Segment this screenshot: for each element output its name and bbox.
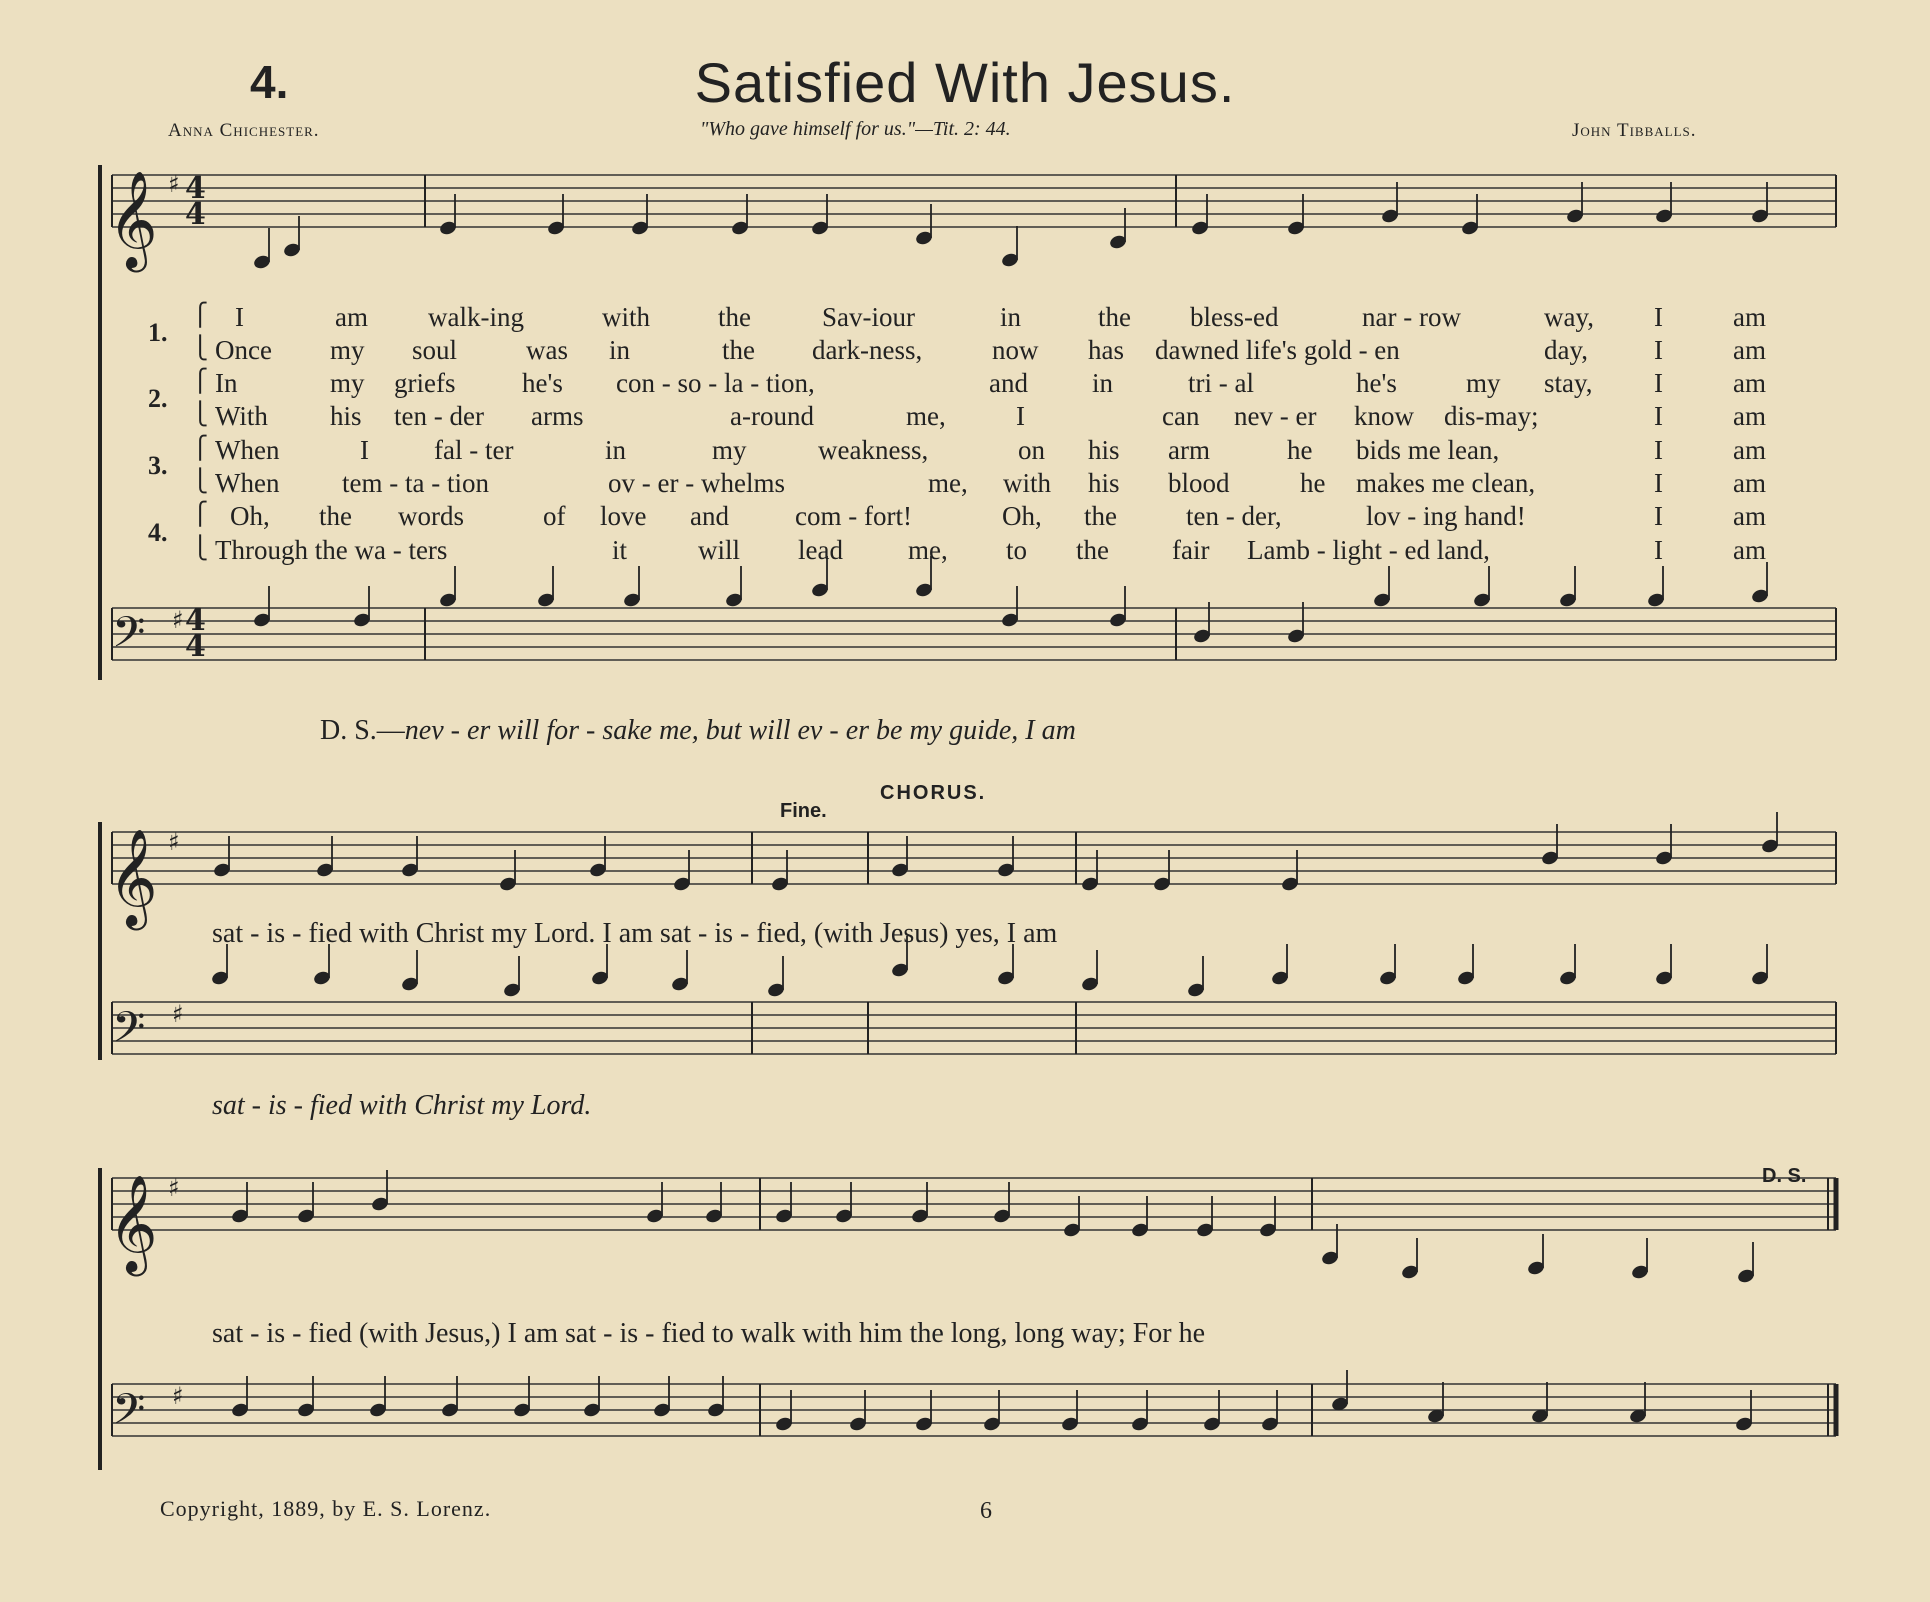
verse-word: to xyxy=(1006,535,1028,565)
verse-word: know xyxy=(1354,401,1414,431)
scripture-reference: "Who gave himself for us."—Tit. 2: 44. xyxy=(700,118,1011,140)
brace-icon: ⎩ xyxy=(192,401,209,426)
verse-word: I xyxy=(1654,535,1663,565)
fine-marking: Fine. xyxy=(780,800,827,822)
verse-word: bids me lean, xyxy=(1356,435,1500,465)
verse-word: me, xyxy=(908,535,948,565)
verse-line xyxy=(0,368,1766,400)
key-sharp-icon: ♯ xyxy=(172,606,184,634)
verse-line xyxy=(0,435,1766,467)
brace-icon: ⎩ xyxy=(192,535,209,560)
verse-number: 1. xyxy=(148,318,168,347)
verse-word: in xyxy=(1000,302,1022,332)
lyric-line-system2: sat - is - fied with Christ my Lord. I am sat - is - fied, (with Jesus) yes, I am xyxy=(212,918,1058,949)
verse-word: my xyxy=(712,435,747,465)
verse-word: con - so - la - tion, xyxy=(616,368,815,398)
verse-word: Oh, xyxy=(230,501,270,531)
verse-word: I xyxy=(1654,468,1663,498)
verse-word: I xyxy=(235,302,244,332)
verse-word: nev - er xyxy=(1234,401,1317,431)
copyright-notice: Copyright, 1889, by E. S. Lorenz. xyxy=(160,1496,492,1521)
verse-word: When xyxy=(215,468,280,498)
verse-word: in xyxy=(609,335,631,365)
treble-clef-icon: 𝄞 xyxy=(108,828,158,926)
verse-word: he xyxy=(1300,468,1326,498)
key-sharp-icon: ♯ xyxy=(168,1174,180,1202)
verse-word: am xyxy=(1733,468,1766,498)
verse-line xyxy=(0,535,1766,567)
verse-word: walk-ing xyxy=(428,302,524,332)
chorus-heading: CHORUS. xyxy=(880,782,987,804)
verse-word: Through the wa - ters xyxy=(215,535,448,565)
verse-word: his xyxy=(1088,435,1120,465)
verse-word: blood xyxy=(1168,468,1230,498)
verse-word: my xyxy=(1466,368,1501,398)
verse-word: nar - row xyxy=(1362,302,1461,332)
verse-word: am xyxy=(1733,535,1766,565)
verse-word: fair xyxy=(1172,535,1210,565)
key-sharp-icon: ♯ xyxy=(168,170,180,198)
verse-word: lov - ing hand! xyxy=(1366,501,1526,531)
treble-clef-icon: 𝄞 xyxy=(108,170,158,268)
verse-word: can xyxy=(1162,401,1200,431)
verse-word: me, xyxy=(928,468,968,498)
verse-word: dark-ness, xyxy=(812,335,923,365)
verse-word: of xyxy=(543,501,566,531)
time-signature: 4 xyxy=(185,171,206,206)
verse-word: on xyxy=(1018,435,1045,465)
verse-word: he's xyxy=(522,368,563,398)
verse-word: with xyxy=(1003,468,1052,498)
verse-word: stay, xyxy=(1544,368,1593,398)
verse-line xyxy=(0,302,1766,334)
author-credit: Anna Chichester. xyxy=(168,120,320,141)
verse-word: am xyxy=(1733,335,1766,365)
verse-word: his xyxy=(330,401,362,431)
verse-word: the xyxy=(1076,535,1109,565)
verse-number: 4. xyxy=(148,518,168,547)
verse-number: 2. xyxy=(148,384,168,413)
verse-word: lead xyxy=(798,535,843,565)
verse-word: dawned life's gold - en xyxy=(1155,335,1400,365)
verse-word: arms xyxy=(531,401,584,431)
verse-word: was xyxy=(526,335,568,365)
verse-word: he's xyxy=(1356,368,1397,398)
verse-word: will xyxy=(698,535,741,565)
verse-word: day, xyxy=(1544,335,1588,365)
verse-word: com - fort! xyxy=(795,501,912,531)
brace-icon: ⎧ xyxy=(192,368,209,393)
verse-word: I xyxy=(1654,401,1663,431)
verse-word: ten - der xyxy=(394,401,484,431)
bass-clef-icon: 𝄢 xyxy=(112,1385,146,1445)
verse-word: I xyxy=(360,435,369,465)
verse-word: the xyxy=(1098,302,1131,332)
verse-word: in xyxy=(1092,368,1114,398)
hymn-title: Satisfied With Jesus. xyxy=(694,51,1236,114)
verse-line xyxy=(0,335,1766,367)
verse-word: In xyxy=(215,368,238,398)
verse-word: way, xyxy=(1544,302,1594,332)
verse-word: fal - ter xyxy=(434,435,514,465)
verse-word: now xyxy=(992,335,1039,365)
verse-word: am xyxy=(1733,435,1766,465)
hymn-number: 4. xyxy=(250,56,289,108)
verse-word: it xyxy=(612,535,628,565)
verse-word: I xyxy=(1654,435,1663,465)
verse-word: the xyxy=(1084,501,1117,531)
verse-word: am xyxy=(1733,501,1766,531)
verse-word: tri - al xyxy=(1188,368,1254,398)
verse-word: soul xyxy=(412,335,458,365)
verse-word: love xyxy=(600,501,647,531)
verse-word: and xyxy=(690,501,729,531)
verse-line xyxy=(0,401,1766,433)
time-signature: 4 xyxy=(185,629,206,664)
lyric-line-system2-bass: sat - is - fied with Christ my Lord. xyxy=(212,1090,592,1121)
verse-word: has xyxy=(1088,335,1124,365)
verse-word: me, xyxy=(906,401,946,431)
verse-word: I xyxy=(1654,368,1663,398)
verse-word: am xyxy=(1733,401,1766,431)
ds-marking: D. S. xyxy=(1762,1165,1807,1187)
verse-word: I xyxy=(1654,335,1663,365)
verse-word: tem - ta - tion xyxy=(342,468,489,498)
verse-word: griefs xyxy=(394,368,456,398)
key-sharp-icon: ♯ xyxy=(168,828,180,856)
ds-lyric-line xyxy=(320,715,1076,747)
verse-word: his xyxy=(1088,468,1120,498)
verse-word: he xyxy=(1287,435,1313,465)
bass-clef-icon: 𝄢 xyxy=(112,608,146,668)
key-sharp-icon: ♯ xyxy=(172,1382,184,1410)
verse-word: I xyxy=(1016,401,1025,431)
verse-line xyxy=(0,501,1766,533)
verse-word: makes me clean, xyxy=(1356,468,1536,498)
verse-word: Sav-iour xyxy=(822,302,915,332)
verse-word: Once xyxy=(215,335,272,365)
verse-word: I xyxy=(1654,302,1663,332)
verse-word: With xyxy=(215,401,268,431)
verse-line xyxy=(0,468,1766,500)
verse-word: the xyxy=(722,335,755,365)
brace-icon: ⎧ xyxy=(192,435,209,460)
verse-word: and xyxy=(989,368,1028,398)
key-sharp-icon: ♯ xyxy=(172,1000,184,1028)
verse-word: am xyxy=(1733,302,1766,332)
time-signature: 4 xyxy=(185,603,206,638)
verse-word: Lamb - light - ed land, xyxy=(1247,535,1490,565)
verse-word: arm xyxy=(1168,435,1210,465)
verse-word: I xyxy=(1654,501,1663,531)
page-number: 6 xyxy=(980,1498,992,1524)
verse-word: bless-ed xyxy=(1190,302,1279,332)
verse-word: the xyxy=(319,501,352,531)
time-signature: 4 xyxy=(185,197,206,232)
verse-word: am xyxy=(335,302,368,332)
verse-word: am xyxy=(1733,368,1766,398)
verse-word: with xyxy=(602,302,651,332)
brace-icon: ⎩ xyxy=(192,468,209,493)
ds-words: nev - er will for - sake me, but will ev - er be my guide, I am xyxy=(404,715,1076,746)
verse-word: a-round xyxy=(730,401,814,431)
brace-icon: ⎧ xyxy=(192,501,209,526)
lyric-line-system3: sat - is - fied (with Jesus,) I am sat - is - fied to walk with him the long, long way; For he xyxy=(212,1318,1206,1349)
composer-credit: John Tibballs. xyxy=(1572,120,1697,141)
bass-clef-icon: 𝄢 xyxy=(112,1003,146,1063)
verse-word: When xyxy=(215,435,280,465)
verse-word: Oh, xyxy=(1002,501,1042,531)
verse-word: ov - er - whelms xyxy=(608,468,785,498)
verse-word: in xyxy=(605,435,627,465)
ds-prefix: D. S.— xyxy=(320,715,405,746)
verse-number: 3. xyxy=(148,451,168,480)
verse-word: my xyxy=(330,335,365,365)
treble-clef-icon: 𝄞 xyxy=(108,1174,158,1272)
brace-icon: ⎩ xyxy=(192,335,209,360)
brace-icon: ⎧ xyxy=(192,302,209,327)
verse-word: words xyxy=(398,501,464,531)
verse-word: ten - der, xyxy=(1186,501,1282,531)
verse-word: my xyxy=(330,368,365,398)
verse-word: the xyxy=(718,302,751,332)
verse-word: dis-may; xyxy=(1444,401,1539,431)
verse-word: weakness, xyxy=(818,435,929,465)
